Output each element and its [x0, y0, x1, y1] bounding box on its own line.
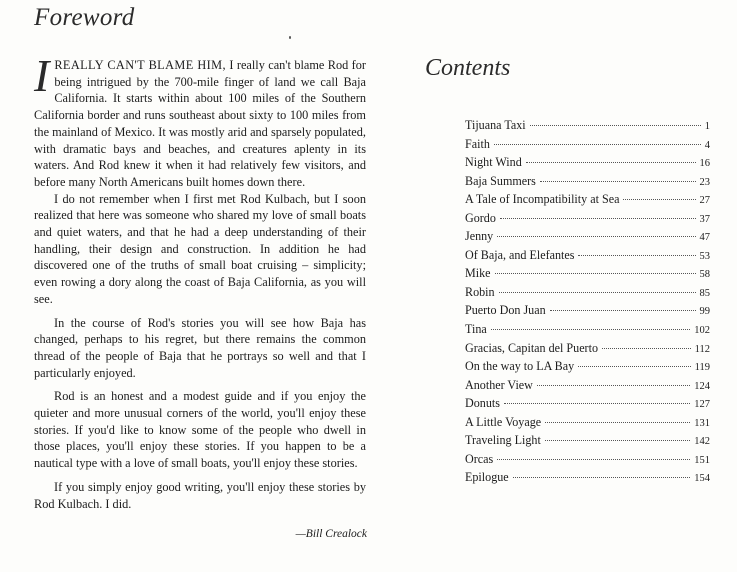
dot-leader — [504, 403, 690, 404]
toc-entry-title: Gracias, Capitan del Puerto — [465, 340, 598, 355]
toc-entry-title: Gordo — [465, 210, 496, 225]
foreword-signature: —Bill Crealock — [295, 528, 367, 540]
toc-entry — [465, 118, 710, 137]
contents-title: Contents — [425, 55, 511, 81]
toc-entry-title: Night Wind — [465, 155, 522, 170]
toc-entry — [465, 229, 710, 248]
dot-leader — [540, 181, 696, 182]
toc-entry-page: 4 — [704, 139, 710, 151]
dot-leader — [495, 273, 696, 274]
dot-leader — [537, 385, 690, 386]
toc-entry-title: A Little Voyage — [465, 414, 542, 429]
toc-entry-title: Faith — [465, 136, 490, 151]
toc-entry-title: Tina — [465, 322, 487, 337]
toc-entry — [465, 452, 710, 471]
dot-leader — [623, 199, 695, 200]
toc-entry-page: 142 — [694, 436, 710, 448]
toc-entry-page: 151 — [694, 454, 710, 466]
toc-entry-page: 27 — [699, 195, 710, 207]
dot-leader — [497, 236, 695, 237]
toc-entry-page: 119 — [694, 362, 710, 374]
toc-entry-title: Mike — [465, 266, 491, 281]
dot-leader — [513, 477, 691, 478]
toc-entry-page: 37 — [699, 213, 710, 225]
dot-leader — [578, 255, 695, 256]
toc-entry — [465, 211, 710, 230]
dot-leader — [578, 366, 690, 367]
toc-entry-page: 99 — [699, 306, 710, 318]
dot-leader — [602, 348, 691, 349]
dot-leader — [526, 162, 696, 163]
toc-entry-title: Another View — [465, 377, 533, 392]
toc-entry-page: 131 — [694, 417, 710, 429]
opening-small-caps: REALLY CAN'T BLAME HIM, — [54, 58, 226, 72]
toc-entry-page: 16 — [699, 158, 710, 170]
toc-entry-title: Epilogue — [465, 470, 509, 485]
toc-entry — [465, 470, 710, 489]
toc-entry-page: 47 — [699, 232, 710, 244]
toc-entry-title: Baja Summers — [465, 173, 536, 188]
toc-entry-title: Orcas — [465, 451, 494, 466]
toc-entry — [465, 359, 710, 378]
toc-entry — [465, 266, 710, 285]
dot-leader — [497, 459, 690, 460]
toc-entry — [465, 341, 710, 360]
dot-leader — [530, 125, 701, 126]
dot-leader — [499, 292, 696, 293]
toc-entry-page: 124 — [694, 380, 710, 392]
toc-entry-title: Robin — [465, 284, 495, 299]
toc-entry — [465, 174, 710, 193]
toc-entry-page: 127 — [694, 399, 710, 411]
dot-leader — [545, 440, 690, 441]
toc-entry — [465, 322, 710, 341]
toc-entry-page: 102 — [694, 325, 710, 337]
print-speck — [289, 36, 291, 39]
foreword-paragraph-1 — [34, 50, 366, 191]
toc-entry-page: 1 — [704, 121, 710, 132]
dot-leader — [550, 310, 696, 311]
toc-entry-title: Traveling Light — [465, 433, 541, 448]
drop-cap: I — [34, 50, 50, 101]
toc-entry — [465, 396, 710, 415]
toc-entry-page: 53 — [699, 250, 710, 262]
toc-entry — [465, 378, 710, 397]
toc-entry-page: 23 — [699, 176, 710, 188]
toc-entry — [465, 248, 710, 267]
toc-entry — [465, 155, 710, 174]
dot-leader — [494, 144, 701, 145]
foreword-paragraph-5: If you simply enjoy good writing, you'll enjoy these stories by Rod Kulbach. I did. — [34, 479, 366, 511]
toc-entry-title: On the way to LA Bay — [465, 359, 575, 374]
toc-entry-title: Puerto Don Juan — [465, 303, 546, 318]
dot-leader — [500, 218, 696, 219]
toc-entry-title: Donuts — [465, 396, 500, 411]
dot-leader — [545, 422, 690, 423]
toc-entry-title: A Tale of Incompatibility at Sea — [465, 192, 620, 207]
toc-entry — [465, 137, 710, 156]
toc-entry-page: 85 — [699, 287, 710, 299]
toc-entry — [465, 415, 710, 434]
dot-leader — [491, 329, 691, 330]
contents-page — [395, 0, 737, 572]
toc-entry-page: 154 — [694, 473, 710, 485]
contents-list — [465, 118, 710, 489]
foreword-paragraph-4: Rod is an honest and a modest guide and if you enjoy the quieter and more unusual corners of the world, you'll enjoy these stories. If you'd like to know some of the people who dwell in those places, you'll enjoy these stories. If you happen to be a nautical type with a love of small boats, you'll enjoy these stories. — [34, 389, 366, 471]
toc-entry-title: Jenny — [465, 229, 494, 244]
toc-entry — [465, 285, 710, 304]
foreword-paragraph-2: I do not remember when I first met Rod Kulbach, but I soon realized that here was someone who shared my love of small boats and quiet waters, and that he had a deep understanding of their handling, their design and construction. In addition he had discovered one of the truths of small boat cruising – simplicity; even rowing a dory along the coast of Baja California, as you will see. — [34, 191, 366, 306]
toc-entry — [465, 303, 710, 322]
toc-entry-title: Of Baja, and Elefantes — [465, 247, 575, 262]
foreword-title: Foreword — [34, 4, 135, 31]
foreword-paragraph-3: In the course of Rod's stories you will see how Baja has changed, perhaps to his regret, but there remains the common thread of the people of Baja that he portrays so well and that I particularly enjoyed. — [34, 315, 366, 380]
paragraph-1-text: I really can't blame Rod for being intrigued by the 700-mile finger of land we call Baja California. It starts within about 100 miles of the Southern California border and runs southeast about sixty to 100 miles from the mainland of Mexico. It was mostly arid and sparsely populated, with dramatic bays and beaches, and creatures aplenty in its waters. And Rod knew it when it had relatively few visitors, and before many North Americans built homes down there. — [34, 58, 366, 189]
toc-entry-title: Tijuana Taxi — [465, 118, 526, 132]
foreword-body — [34, 50, 366, 512]
toc-entry-page: 112 — [694, 343, 710, 355]
toc-entry — [465, 192, 710, 211]
toc-entry — [465, 433, 710, 452]
toc-entry-page: 58 — [699, 269, 710, 281]
